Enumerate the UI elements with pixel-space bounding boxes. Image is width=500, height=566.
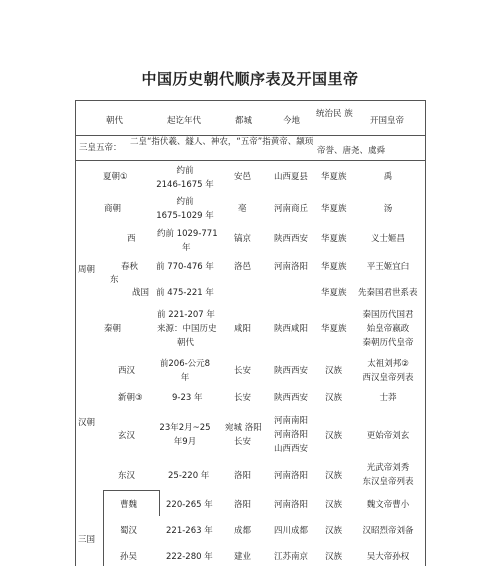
row-subname: 东汉	[118, 471, 136, 481]
row-name: 三国	[78, 535, 96, 545]
row-period: 约前 1029-771 年	[157, 229, 218, 253]
row-today: 河南洛阳	[274, 262, 309, 272]
row-today: 陕西咸阳	[274, 324, 309, 334]
row-founder: 平王姬宜臼	[366, 262, 410, 272]
row-capital: 长安	[234, 393, 252, 403]
row-founder: 吴大帝孙权	[366, 552, 410, 562]
row-period: 222-280 年	[166, 552, 213, 562]
row-period: 前 475-221 年	[156, 288, 214, 298]
header-capital: 都城	[235, 116, 253, 126]
pre-label: 三皇五帝：	[79, 143, 122, 153]
row-today: 陕西西安	[274, 366, 309, 376]
row-subname: 西	[127, 234, 136, 244]
page-title: 中国历史朝代顺序表及开国里帝	[141, 70, 359, 88]
row-capital: 宛城 洛阳 长安	[225, 423, 262, 447]
row-name: 春秋	[121, 262, 139, 272]
row-today: 河南南阳 河南洛阳 山西西安	[274, 416, 309, 454]
row-subname: 新朝③	[118, 393, 143, 403]
row-today: 陕西西安	[274, 234, 309, 244]
row-founder: 魏文帝曹小	[366, 500, 410, 510]
row-ethnic: 汉族	[325, 500, 343, 510]
row-ethnic: 华夏族	[321, 234, 347, 244]
row-founder: 汉昭烈帝刘备	[362, 526, 414, 536]
row-today: 四川成都	[274, 526, 309, 536]
header-ethnic: 统治民 族	[316, 109, 353, 119]
row-period: 前 221-207 年 来源：中国历史 朝代	[157, 310, 217, 348]
row-founder: 义士姬昌	[370, 234, 405, 244]
row-ethnic: 汉族	[325, 431, 343, 441]
row-subname: 孙吴	[120, 552, 138, 562]
row-capital: 长安	[234, 366, 252, 376]
row-ethnic: 华夏族	[321, 172, 347, 182]
row-founder: 太祖刘邦② 西汉皇帝列表	[362, 359, 414, 383]
row-ethnic: 汉族	[325, 393, 343, 403]
row-capital: 洛阳	[234, 471, 252, 481]
row-ethnic: 汉族	[325, 471, 343, 481]
row-period: 约前 2146-1675 年	[156, 166, 214, 190]
row-ethnic: 华夏族	[321, 262, 347, 272]
row-period: 23年2月~25 年9月	[159, 423, 211, 447]
row-capital: 镐京	[234, 234, 252, 244]
row-capital: 洛阳	[234, 500, 252, 510]
row-period: 9-23 年	[172, 393, 203, 403]
row-today: 河南洛阳	[274, 500, 309, 510]
row-capital: 建业	[234, 552, 252, 562]
row-subname: 曹魏	[120, 500, 138, 510]
row-ethnic: 华夏族	[321, 324, 347, 334]
row-ethnic: 汉族	[325, 366, 343, 376]
row-today: 陕西西安	[274, 393, 309, 403]
row-name: 秦朝	[104, 324, 122, 334]
row-founder: 秦国历代国君 始皇帝嬴政 秦朝历代皇帝	[362, 310, 414, 348]
row-founder: 禹	[383, 172, 393, 182]
header-period: 起讫年代	[167, 116, 202, 126]
row-ethnic: 华夏族	[321, 204, 347, 214]
row-founder: 先秦国君世系表	[358, 288, 418, 298]
header-dynasty: 朝代	[106, 116, 124, 126]
row-subname: 东	[110, 275, 119, 285]
row-today: 河南洛阳	[274, 471, 309, 481]
row-name: 汉朝	[78, 418, 96, 428]
row-capital: 咸阳	[234, 324, 252, 334]
row-today: 山西夏县	[274, 172, 309, 182]
row-founder: 士莽	[379, 393, 397, 403]
row-period: 221-263 年	[166, 526, 213, 536]
row-name: 商朝	[104, 204, 122, 214]
row-capital: 成都	[234, 526, 252, 536]
row-period: 约前 1675-1029 年	[156, 197, 214, 221]
row-subname: 玄汉	[118, 431, 136, 441]
row-period: 前 770-476 年	[156, 262, 214, 272]
row-founder: 汤	[383, 204, 393, 214]
header-today: 今地	[283, 116, 301, 126]
row-capital: 安邑	[234, 172, 252, 182]
row-today: 江苏南京	[274, 552, 309, 562]
row-period: 220-265 年	[166, 500, 213, 510]
row-name: 周朝	[78, 265, 96, 275]
row-name: 夏朝①	[103, 172, 128, 182]
row-period: 25-220 年	[168, 471, 210, 481]
row-name: 战国	[132, 288, 150, 298]
row-period: 前206-公元8 年	[159, 359, 211, 383]
pre-line1: 二皇“指伏羲、燧人、神农，“五帝”指黄帝、颛顼	[130, 137, 314, 147]
row-capital: 亳	[238, 204, 247, 214]
row-founder: 更始帝刘玄	[366, 431, 410, 441]
row-today: 河南商丘	[274, 204, 309, 214]
row-ethnic: 华夏族	[321, 288, 347, 298]
pre-line2: 帝誉、唐尧、虞舜	[317, 146, 386, 156]
row-subname: 西汉	[118, 366, 136, 376]
row-ethnic: 汉族	[325, 526, 343, 536]
header-founder: 开国皇帝	[370, 116, 405, 126]
row-capital: 洛邑	[234, 262, 252, 272]
row-ethnic: 汉族	[325, 552, 343, 562]
row-subname: 蜀汉	[120, 526, 138, 536]
row-founder: 光武帝刘秀 东汉皇帝列表	[362, 463, 414, 487]
